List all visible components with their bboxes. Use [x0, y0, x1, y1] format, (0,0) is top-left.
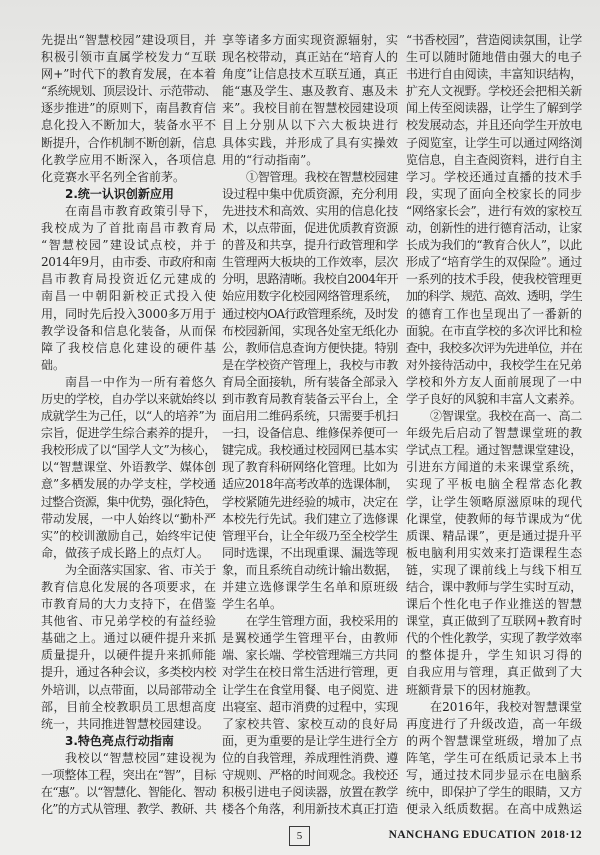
- text-line: 学试点工程。通过智慧课堂建设，: [406, 443, 582, 458]
- text-line: 课堂，真正做到了互联网+教育时: [406, 614, 582, 629]
- text-line: 化竞赛水平名列全省前茅。: [41, 169, 186, 184]
- text-line: 在“惠”。以“智慧化、智能化、智动: [41, 785, 216, 800]
- text-line: 南昌一中朝阳新校正式投入使: [41, 289, 216, 304]
- paragraph: [41, 750, 216, 818]
- text-line: “网络家长会”，进行有效的家校互: [406, 203, 582, 218]
- text-line: 网+”时代下的教育发展，在本着: [41, 67, 216, 82]
- text-line: 昌市教育局投资近亿元建成的: [41, 272, 216, 287]
- column-left: [41, 32, 216, 818]
- paragraph: [406, 32, 582, 408]
- text-line: 的两个智慧课堂班级，增加了点: [406, 733, 582, 748]
- text-line: 学校和外方友人面前展现了一中: [406, 374, 582, 389]
- paragraph: [406, 408, 582, 699]
- text-line: 统中，即保护了学生的眼睛，又方: [406, 785, 582, 800]
- paragraph: [41, 32, 216, 186]
- text-line: 加的科学、规范、高效、透明，学生: [406, 289, 582, 304]
- text-line: 位的自我管理，养成理性消费、遵: [222, 750, 398, 765]
- text-line: 让学生在食堂用餐、电子阅览、进: [222, 682, 398, 697]
- text-line: 教育信息化发展的各项要求，在: [41, 580, 216, 594]
- text-line: 学习。学校还通过直播的技术手: [406, 169, 582, 184]
- text-line: 我校以“智慧校园”建设视为: [65, 750, 216, 765]
- text-line: 览信息，自主查阅资料，进行自主: [406, 152, 582, 167]
- text-line: 代的个性化教学，实现了教学效率: [406, 631, 582, 646]
- text-line: 学子良好的风貌和丰富人文素养。: [406, 391, 582, 406]
- text-line: 学校紧随先进经验的城市，决定在: [222, 494, 398, 509]
- issue-date: 2018·12: [540, 829, 582, 841]
- paragraph: [41, 374, 216, 562]
- text-line: 现名校带动，真正站在“培育人的: [222, 50, 398, 65]
- text-line: 逐步推进”的原则下，南昌教育信: [41, 101, 216, 116]
- text-line: 段，实现了面向全校家长的同步: [406, 186, 582, 201]
- text-line: 用，同时先后投入3000多万用于: [41, 306, 216, 321]
- text-line: 在南昌市教育政策引导下，: [65, 203, 216, 218]
- text-line: 质课、精品课”，更是通过提升平: [406, 528, 582, 543]
- text-line: 用的“行动指南”。: [222, 152, 319, 167]
- text-line: “书香校园”，营造阅读氛围，让学: [406, 33, 582, 47]
- text-line: 是翼校通学生管理平台，由教师: [222, 631, 398, 646]
- text-line: 积极引领市直属学校发力“互联: [41, 50, 216, 65]
- text-line: 写，通过技术同步显示在电脑系: [406, 768, 582, 783]
- text-line: 成就学生为己任，以“人的培养”为: [41, 409, 216, 424]
- page-number: 5: [289, 826, 310, 846]
- text-line: 外培训，以点带面，以局部带动全: [41, 682, 216, 697]
- paragraph: [41, 562, 216, 733]
- text-line: 便录入纸质数据。在高中成熟运: [406, 802, 582, 817]
- text-line: 分明，思路清晰。我校自2004年开: [222, 272, 398, 287]
- text-line: 一系列的技术手段，使我校管理更: [406, 272, 582, 287]
- text-line: 设过程中集中优质资源，充分利用: [222, 186, 398, 201]
- text-line: 历史的学校，自办学以来就始终以: [41, 391, 216, 406]
- text-line: 自我应用与管理，真正做到了大: [406, 665, 582, 680]
- text-line: 部，目前全校教职员工思想高度: [41, 699, 216, 714]
- text-line: 面貌。在市直学校的多次评比和检: [406, 323, 582, 338]
- text-line: 化课堂，使教师的每节课成为“优: [406, 511, 582, 526]
- text-line: 的德育工作也呈现出了一番新的: [406, 306, 582, 321]
- text-line: 结合，课中教师与学生实时互动，: [406, 580, 582, 594]
- text-line: 布校园新闻，实现各处室无纸化办: [222, 323, 398, 338]
- text-line: 现了教育科研网络化管理。比如为: [222, 460, 398, 475]
- text-line: 市教育局的大力支持下，在借鉴: [41, 597, 216, 612]
- text-line: 目上分别从以下六大板块进行: [222, 118, 398, 133]
- section-heading: 3.特色亮点行动指南: [65, 733, 174, 748]
- text-line: 学，让学生领略原滋原味的现代: [406, 494, 582, 509]
- text-line: 查中，我校多次评为先进单位，并在: [406, 340, 582, 355]
- text-line: 生管理两大板块的工作效率，层次: [222, 255, 398, 270]
- text-line: 能“惠及学生、惠及教育、惠及未: [222, 84, 398, 99]
- text-line: 在2016年，我校对智慧课堂: [430, 699, 582, 714]
- text-line: 子阅览室，让学生可以通过网络浏: [406, 135, 582, 150]
- text-line: 通过校内OA行政管理系统，及时发: [222, 306, 398, 321]
- text-line: ①智管理。我校在智慧校园建: [246, 169, 398, 184]
- text-line: 过整合资源，集中优势，强化特色，: [41, 494, 216, 509]
- text-line: ②智课堂。我校在高一、高二: [430, 409, 582, 424]
- text-line: 积极引进电子阅读器，放置在教学: [222, 785, 398, 800]
- text-line: 育局全面接轨，所有装备全部录入: [222, 374, 398, 389]
- text-line: 端、家长端、学校管理端三方共同: [222, 648, 398, 663]
- text-line: 到市教育局教育装备云平台上，全: [222, 391, 398, 406]
- text-line: 术，以点带面，促进优质教育资源: [222, 221, 398, 236]
- text-line: 出寝室、超市消费的过程中，实现: [222, 699, 398, 714]
- text-line: 其他省、市兄弟学校的有益经验: [41, 614, 216, 629]
- text-line: “智慧校园”建设试点校，并于: [41, 238, 216, 253]
- text-line: 意”多栖发展的办学支柱，学校通: [41, 477, 216, 492]
- text-line: 阵笔，学生可在纸质记录本上书: [406, 750, 582, 765]
- text-line: 面启用二维码系统，只需要手机扫: [222, 409, 398, 424]
- text-line: 守规则、严格的时间观念。我校还: [222, 768, 398, 783]
- text-line: 我校成为了首批南昌市教育局: [41, 221, 216, 236]
- text-line: 一扫，设备信息、维修保养便可一: [222, 426, 398, 441]
- text-line: 了家校共管、家校互动的良好局: [222, 716, 398, 731]
- text-line: 适应2018年高考改革的选课体制，: [222, 477, 398, 492]
- text-line: 实现了平板电脑全程常态化教: [406, 477, 582, 492]
- text-line: 先提出“智慧校园”建设项目，并: [41, 33, 216, 47]
- text-line: 断提升，合作机制不断创新，信息: [41, 135, 216, 150]
- text-line: 面，更为重要的是让学生进行全方: [222, 733, 398, 748]
- text-line: 为全面落实国家、省、市关于: [65, 562, 216, 577]
- paragraph: [222, 32, 398, 169]
- paragraph: [406, 699, 582, 819]
- text-line: 具体实践，并形成了具有实操效: [222, 135, 398, 150]
- text-line: 书进行自由阅读，丰富知识结构，: [406, 67, 582, 82]
- text-line: 我校形成了以“国学人文”为核心，: [41, 443, 216, 458]
- text-line: 宗旨，促进学生综合素养的提升，: [41, 426, 216, 441]
- text-line: 公，教师信息查询方便快捷。特别: [222, 340, 398, 355]
- text-line: 引进东方闻道的未来课堂系统，: [406, 460, 582, 475]
- text-line: 的普及和共享，提升行政管理和学: [222, 238, 398, 253]
- text-line: “系统规划、顶层设计、示范带动、: [41, 84, 216, 99]
- column-right: [406, 32, 582, 818]
- text-line: 以“智慧课堂、外语教学、媒体创: [41, 460, 216, 475]
- text-line: 角度”让信息技术互联互通，真正: [222, 67, 398, 82]
- text-line: 础。: [41, 357, 66, 372]
- text-line: 班额背景下的因材施教。: [406, 682, 539, 697]
- paragraph: [41, 203, 216, 374]
- text-line: 2014年9月，由市委、市政府和南: [41, 255, 216, 270]
- magazine-footer: [389, 829, 582, 841]
- text-line: 教学设备和信息化装备，从而保: [41, 323, 216, 338]
- text-line: 板电脑利用实效来打造课程生态: [406, 545, 582, 560]
- text-line: 基础之上。通过以硬件提升来抓: [41, 631, 216, 646]
- text-line: 一项整体工程，突出在“智”，目标: [41, 768, 216, 783]
- text-line: 并建立选修课学生名单和原班级: [222, 580, 398, 594]
- text-line: 课后个性化电子作业推送的智慧: [406, 597, 582, 612]
- text-line: 南昌一中作为一所有着悠久: [65, 374, 216, 389]
- text-line: 享等诸多方面实现资源辐射，实: [222, 33, 398, 47]
- text-line: 带动发展，一中人始终以“勤朴严: [41, 511, 216, 526]
- text-line: 来”。我校目前在智慧校园建设项: [222, 101, 398, 116]
- magazine-name: NANCHANG EDUCATION: [388, 829, 536, 841]
- text-line: 再度进行了升级改造，高一年级: [406, 716, 582, 731]
- text-line: 键完成。我校通过校园网已基本实: [222, 443, 398, 458]
- text-line: 对外接待活动中，我校学生在兄弟: [406, 357, 582, 372]
- text-line: 形成了“培育学生的双保险”。通过: [406, 255, 582, 270]
- text-line: 的整体提升，学生知识习得的: [406, 648, 582, 663]
- text-line: 化”的方式从管理、教学、教研、共: [41, 802, 216, 817]
- text-line: 动，创新性的进行德育活动，让家: [406, 221, 582, 236]
- text-line: 先进技术和高效、实用的信息化技: [222, 203, 398, 218]
- text-line: 实”的校训激励自己，始终牢记使: [41, 528, 216, 543]
- text-line: 提升，通过各种会议，多类校内校: [41, 665, 216, 680]
- text-line: 闻上传至阅读器，让学生了解到学: [406, 101, 582, 116]
- text-line: 链，实现了课前线上与线下相互: [406, 562, 582, 577]
- text-line: 管理平台，让全年级乃至全校学生: [222, 528, 398, 543]
- text-line: 年级先后启动了智慧课堂班的教: [406, 426, 582, 441]
- text-line: 生可以随时随地借由强大的电子: [406, 50, 582, 65]
- section-heading: 2.统一认识创新应用: [65, 186, 174, 201]
- text-line: 长成为我们的“教育合伙人”，以此: [406, 238, 582, 253]
- text-line: 是在学校资产管理上，我校与市教: [222, 357, 398, 372]
- text-line: 扩充人文视野。学校还会把相关新: [406, 84, 582, 99]
- text-line: 息化投入不断加大，装备水平不: [41, 118, 216, 133]
- text-line: 对学生在校日常生活进行管理，更: [222, 665, 398, 680]
- text-line: 障了我校信息化建设的硬件基: [41, 340, 216, 355]
- text-line: 化教学应用不断深入，各项信息: [41, 152, 216, 167]
- text-line: 统一，共同推进智慧校园建设。: [41, 716, 210, 731]
- text-line: 始应用数字化校园网络管理系统，: [222, 289, 398, 304]
- text-line: 在学生管理方面，我校采用的: [246, 614, 398, 629]
- text-line: 命，做孩子成长路上的点灯人。: [41, 545, 210, 560]
- text-line: 本校先行先试。我们建立了选修课: [222, 511, 398, 526]
- text-line: 同时选课，不出现重课、漏选等现: [222, 545, 398, 560]
- text-line: 学生名单。: [222, 597, 283, 612]
- text-line: 校发展动态，并且还向学生开放电: [406, 118, 582, 133]
- text-line: 楼各个角落，利用新技术真正打造: [222, 802, 398, 817]
- column-middle: [222, 32, 398, 818]
- text-line: 质量提升，以硬件提升来抓师能: [41, 648, 216, 663]
- paragraph: [222, 613, 398, 818]
- text-line: 象，而且系统自动统计输出数据，: [222, 562, 398, 577]
- paragraph: [222, 169, 398, 613]
